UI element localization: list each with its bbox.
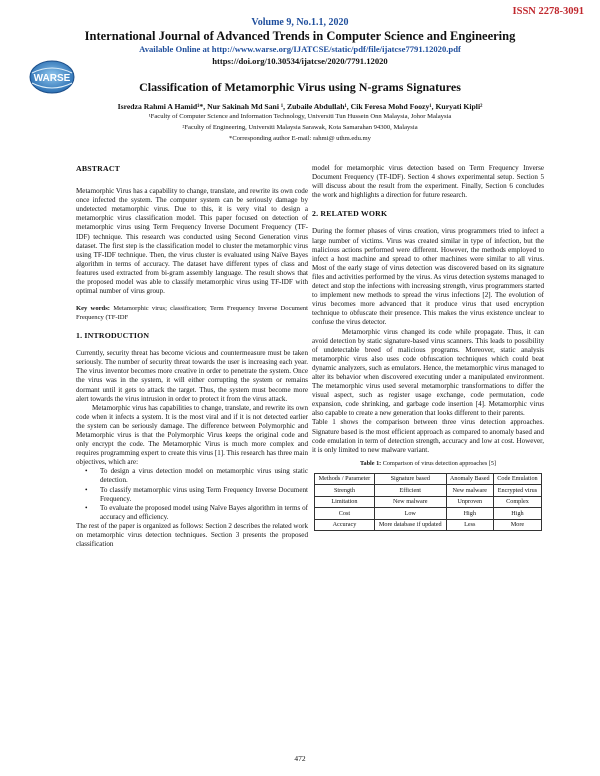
table-row	[315, 508, 542, 519]
doi-link[interactable]: https://doi.org/10.30534/ijatcse/2020/7791.12020	[212, 56, 388, 66]
abstract-text: Metamorphic Virus has a capability to change, translate, and rewrite its own code once infected the system. The computer system can be seriously damage by undetected metamorphic virus. Due to this, it is very vital to design a metamorphic virus classification model. This paper focused on detection of metamorphic virus using Term Frequency Inverse Document Frequency (TF-IDF) technique. This research was conducted using Second Generation virus dataset. The first step is the classification model to cluster the metamorphic virus using TF-IDF technique. Then, the virus cluster is evaluated using Naïve Bayes algorithm in terms of accuracy. The dataset have different types of class and features used extracted from bi-gram assembly language. The result shows that the proposed model was able to classify metamorphic virus using TF-IDF with optimal number of virus group.	[76, 187, 308, 296]
right-column	[312, 164, 544, 531]
logo-text: WARSE	[33, 73, 71, 84]
table-cell: Unproven	[446, 496, 493, 507]
table-header-cell: Methods / Parameter	[315, 473, 375, 484]
related-paragraph-1: During the former phases of virus creation, virus programmers tried to infect a large number of victims. Virus was created similar in type of infection, but the malicious actions performed were different. However, the methods employed to infect a host machine and spread to other machines were similar to all virus. Most of the early stage of virus detection was discovered based on its signature files and activities performed by the virus. As virus detection systems managed to detect and stop the infections with increasing strength, virus programmers started to implement new methods to spread the virus infections [2]. The evolution of virus becomes more advanced that it produce virus that used encryption technique to obfuscate their presence. This makes the virus existence unclear to confuse the virus detector.	[312, 227, 544, 327]
table-cell: Encrypted virus	[493, 485, 541, 496]
list-item: • To classify metamorphic virus using Term Frequency Inverse Document Frequency.	[76, 486, 308, 504]
table-cell: Complex	[493, 496, 541, 507]
volume-line: Volume 9, No.1.1, 2020	[251, 17, 349, 28]
table-cell: High	[493, 508, 541, 519]
table-row	[315, 485, 542, 496]
available-online-link[interactable]: Available Online at http://www.warse.org/IJATCSE/static/pdf/file/ijatcse7791.12020.pdf	[139, 44, 461, 54]
keywords-label: Key words:	[76, 305, 110, 313]
objectives-list	[76, 467, 308, 522]
table-row	[315, 519, 542, 530]
intro-paragraph-1: Currently, security threat has become vicious and countermeasure must be taken seriously. The number of security threat towards the user is increasing each year. The virus inventor becomes more creative in order to penetrate the system. Once the virus was in the system, it will either corrupting the system or remains dormant until it gets to attack the target. Thus, the system must become more alert towards the virus intrusion in order to protect it from the virus attack.	[76, 349, 308, 403]
table-cell: Accuracy	[315, 519, 375, 530]
table-cell: More database if updated	[374, 519, 446, 530]
related-paragraph-3: Table 1 shows the comparison between three virus detection approaches. Signature based is the most efficient approach as compared to anomaly based and code emulation in term of detection strength, accuracy and low at cost. However, it is only limited to new malware variant.	[312, 418, 544, 454]
table-cell: New malware	[446, 485, 493, 496]
page-number: 472	[294, 754, 306, 763]
table-row	[315, 496, 542, 507]
intro-paragraph-3: The rest of the paper is organized as follows: Section 2 describes the related work on metamorphic virus detection techniques. Section 3 presents the proposed classification	[76, 521, 308, 549]
left-column	[76, 164, 308, 549]
table-cell: Limitation	[315, 496, 375, 507]
table-cell: Efficient	[374, 485, 446, 496]
table-cell: Strength	[315, 485, 375, 496]
affiliation-1: ¹Faculty of Computer Science and Information Technology, Universiti Tun Hussein Onn Malaysia, Johor Malaysia	[148, 113, 452, 120]
intro-heading: 1. INTRODUCTION	[76, 331, 150, 341]
authors: Isredza Rahmi A Hamid¹*, Nur Sakinah Md Sani ¹, Zubaile Abdullah¹, Cik Feresa Mohd Foozy¹, Kuryati Kipli²	[117, 102, 483, 111]
journal-title: International Journal of Advanced Trends in Computer Science and Engineering	[84, 29, 516, 43]
intro-continued: model for metamorphic virus detection based on Term Frequency Inverse Document Frequency (TF-IDF). Section 4 shows experimental setup. Section 5 will discuss about the result from the experiment. Finally, Section 6 concludes the work and highlights a direction for future research.	[312, 164, 544, 200]
table-header-row	[315, 473, 542, 484]
list-item: • To evaluate the proposed model using Naïve Bayes algorithm in terms of accuracy and efficiency.	[76, 504, 308, 522]
paper-title: Classification of Metamorphic Virus using N-grams Signatures	[139, 80, 461, 94]
table-cell: New malware	[374, 496, 446, 507]
keywords	[76, 305, 308, 322]
table-header-cell: Code Emulation	[493, 473, 541, 484]
intro-paragraph-2: Metamorphic virus has capabilities to change, translate, and rewrite its own code when it infects a system. It is the most viral and if it is not detected earlier the system can be seriously damage. The difference between Polymorphic and Metamorphic virus is that the Polymorphic Virus keeps the original code and only encrypt the code. The Metamorphic Virus is much more complex and requires programming expert to create this virus [1]. This research has three main objectives, which are:	[76, 403, 308, 467]
table-caption	[312, 459, 544, 468]
table-cell: More	[493, 519, 541, 530]
keywords-text: Metamorphic virus; classification; Term Frequency Inverse Document Frequency (TF-IDF	[76, 305, 308, 321]
related-paragraph-2: Metamorphic virus changed its code while propagate. Thus, it can avoid detection by static signature-based virus scanners. This leads to possibility of undetectable breed of malicious programs. Moreover, static analysis metamorphic virus also uses code obfuscation techniques which could beat dynamic analyzers, such as emulators. Hence, the metamorphic virus managed to alter its behavior when discovered executing under a manipulated environment. The metamorphic virus used several metamorphic transformations to differ the visual aspect, such as register usage exchange, code permutation, code expansion, code shrinking, and garbage code insertion [4]. Metamorphic virus also capable to create a new generation that looks different to their parents.	[312, 327, 544, 418]
abstract-heading: ABSTRACT	[76, 164, 121, 173]
table-cell: Cost	[315, 508, 375, 519]
issn: ISSN 2278-3091	[512, 6, 584, 17]
table-caption-text: Comparison of virus detection approaches [5]	[381, 459, 497, 467]
affiliation-2: ²Faculty of Engineering, Universiti Malaysia Sarawak, Kota Samarahan 94300, Malaysia	[182, 124, 418, 131]
table-header-cell: Signature based	[374, 473, 446, 484]
table-caption-label: Table 1:	[359, 459, 382, 467]
comparison-table	[314, 473, 542, 531]
list-item: • To design a virus detection model on metamorphic virus using static detection.	[76, 467, 308, 485]
table-cell: High	[446, 508, 493, 519]
related-work-heading: 2. RELATED WORK	[312, 209, 388, 219]
corresponding-author: *Corresponding author E-mail: rahmi@ uthm.edu.my	[229, 135, 371, 142]
table-cell: Less	[446, 519, 493, 530]
table-cell: Low	[374, 508, 446, 519]
table-header-cell: Anomaly Based	[446, 473, 493, 484]
